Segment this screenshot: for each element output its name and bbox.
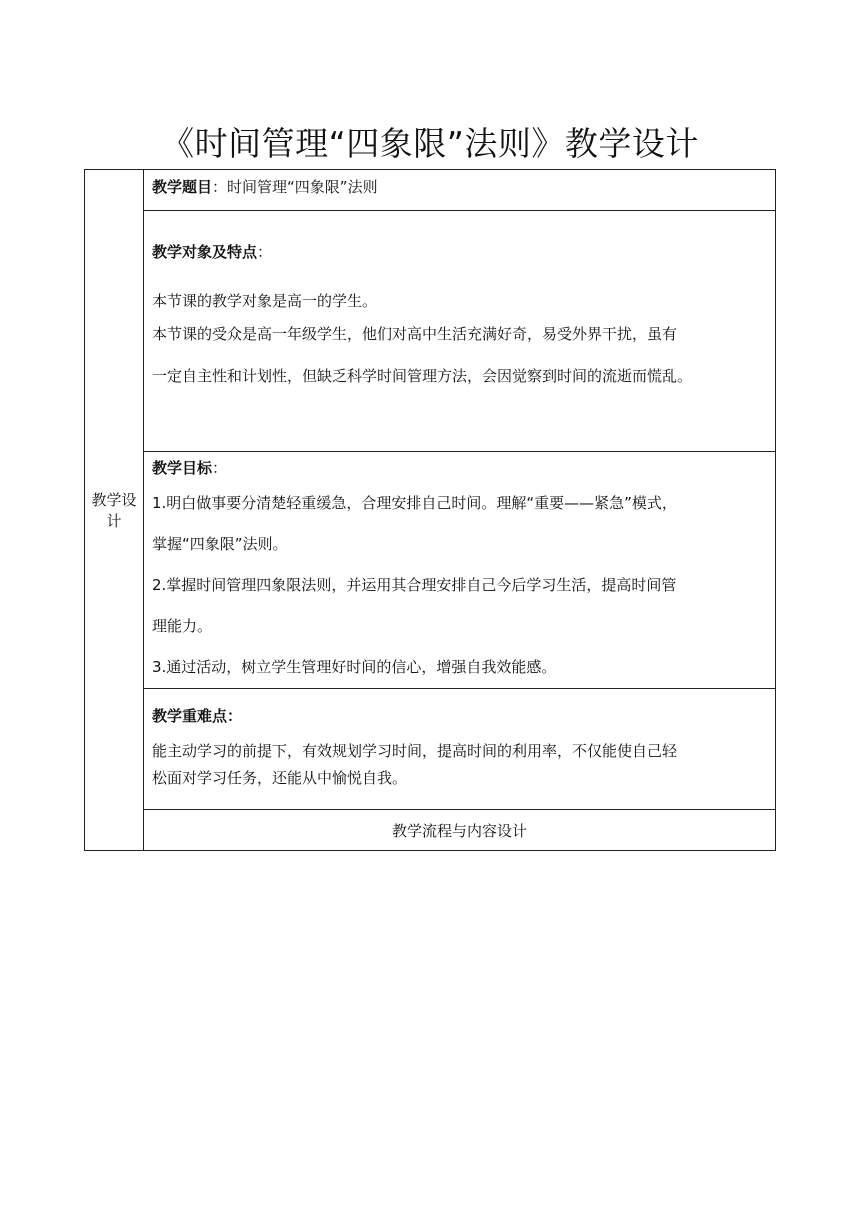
flow-label: 教学流程与内容设计	[391, 821, 527, 840]
audience-row	[85, 211, 776, 452]
goal-1-line-2: 掌握“四象限”法则。	[152, 535, 288, 553]
side-label: 教学设计	[91, 491, 137, 530]
goal-3: 3.通过活动，树立学生管理好时间的信心，增强自我效能感。	[152, 658, 557, 676]
goals-row	[85, 452, 776, 689]
side-label-cell	[85, 170, 144, 851]
topic-separator: ：	[212, 178, 228, 196]
audience-paragraph-1: 本节课的教学对象是高一的学生。	[152, 292, 378, 310]
topic-cell	[144, 170, 776, 211]
flow-row	[85, 810, 776, 851]
topic-row	[85, 170, 776, 211]
goal-1-line-1: 1.明白做事要分清楚轻重缓急，合理安排自己时间。理解“重要——紧急”模式，	[152, 494, 677, 512]
key-points-line-2: 松面对学习任务，还能从中愉悦自我。	[152, 769, 408, 787]
document-title: 《时间管理“四象限”法则》教学设计	[161, 124, 699, 163]
topic-text: 时间管理“四象限”法则	[227, 178, 378, 196]
goals-separator: ：	[212, 459, 228, 477]
goals-label: 教学目标	[152, 459, 213, 477]
topic-label: 教学题目	[152, 178, 213, 196]
goal-2-line-2: 理能力。	[152, 617, 213, 635]
audience-paragraph-2a: 本节课的受众是高一年级学生，他们对高中生活充满好奇，易受外界干扰，虽有	[152, 325, 678, 343]
audience-paragraph-2b: 一定自主性和计划性，但缺乏科学时间管理方法，会因觉察到时间的流逝而慌乱。	[152, 367, 693, 385]
key-points-cell	[144, 689, 776, 810]
key-points-label: 教学重难点：	[152, 707, 243, 725]
goals-cell	[144, 452, 776, 689]
audience-separator: ：	[257, 243, 273, 261]
key-points-row	[85, 689, 776, 810]
audience-cell	[144, 211, 776, 452]
flow-cell	[144, 810, 776, 851]
audience-label: 教学对象及特点	[152, 243, 258, 261]
goal-2-line-1: 2.掌握时间管理四象限法则，并运用其合理安排自己今后学习生活，提高时间管	[152, 576, 677, 594]
lesson-plan-table	[84, 169, 776, 851]
key-points-line-1: 能主动学习的前提下，有效规划学习时间，提高时间的利用率，不仅能使自己轻	[152, 742, 678, 760]
